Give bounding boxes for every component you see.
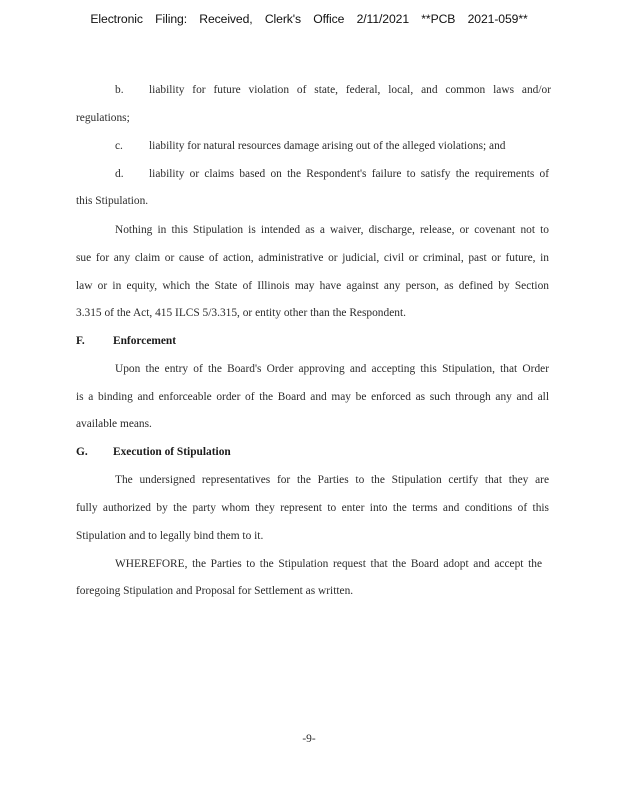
nothing-paragraph-line-1: Nothing in this Stipulation is intended as a waiver, discharge, release, or covenant not to [115, 224, 549, 236]
filing-header: Electronic Filing: Received, Clerk's Office 2/11/2021 **PCB 2021-059** [90, 12, 528, 26]
wherefore-paragraph-line-1: WHEREFORE, the Parties to the Stipulation request that the Board adopt and accept the [115, 558, 542, 570]
item-b-line-1: liability for future violation of state, federal, local, and common laws and/or [149, 84, 551, 96]
item-c-line-1: liability for natural resources damage arising out of the alleged violations; and [149, 140, 506, 152]
nothing-paragraph-line-2: sue for any claim or cause of action, administrative or judicial, civil or criminal, past or future, in [76, 252, 549, 264]
nothing-paragraph-line-3: law or in equity, which the State of Illinois may have against any person, as defined by Section [76, 280, 549, 292]
section-g-title: Execution of Stipulation [113, 446, 231, 458]
section-g-letter: G. [76, 446, 88, 458]
section-f-title: Enforcement [113, 335, 177, 347]
enforcement-paragraph-line-3: available means. [76, 418, 152, 430]
item-c-marker: c. [115, 140, 123, 152]
item-b-line-2: regulations; [76, 112, 130, 124]
nothing-paragraph-line-4: 3.315 of the Act, 415 ILCS 5/3.315, or entity other than the Respondent. [76, 307, 406, 319]
execution-paragraph-line-1: The undersigned representatives for the Parties to the Stipulation certify that they are [115, 474, 549, 486]
enforcement-paragraph-line-2: is a binding and enforceable order of the Board and may be enforced as such through any and all [76, 391, 549, 403]
item-d-line-2: this Stipulation. [76, 195, 149, 207]
execution-paragraph-line-3: Stipulation and to legally bind them to it. [76, 530, 264, 542]
execution-paragraph-line-2: fully authorized by the party whom they represent to enter into the terms and conditions of this [76, 502, 549, 514]
enforcement-paragraph-line-1: Upon the entry of the Board's Order approving and accepting this Stipulation, that Order [115, 363, 549, 375]
item-d-marker: d. [115, 168, 124, 180]
item-d-line-1: liability or claims based on the Respondent's failure to satisfy the requirements of [149, 168, 549, 180]
page-number: -9- [302, 733, 316, 745]
wherefore-paragraph-line-2: foregoing Stipulation and Proposal for Settlement as written. [76, 585, 354, 597]
item-b-marker: b. [115, 84, 124, 96]
section-f-letter: F. [76, 335, 85, 347]
